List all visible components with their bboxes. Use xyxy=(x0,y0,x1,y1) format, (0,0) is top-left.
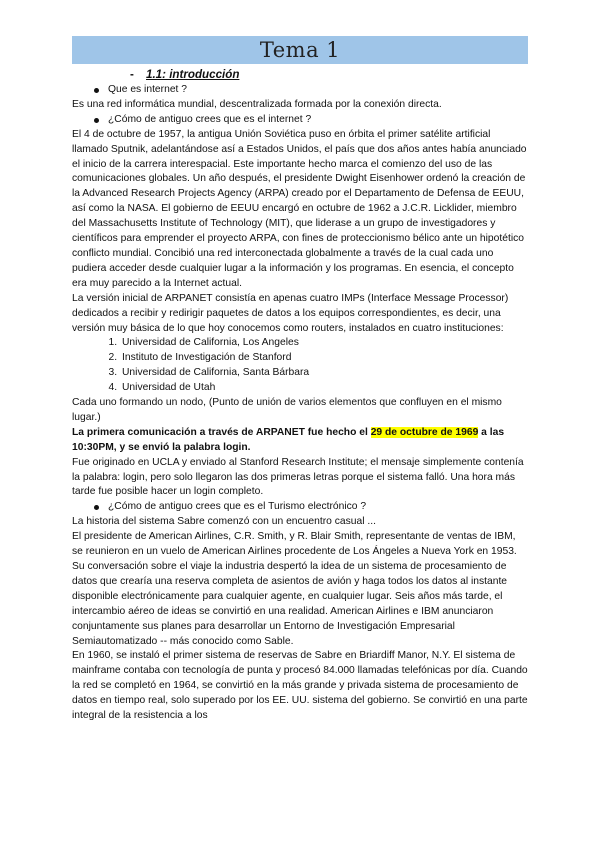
paragraph-arpanet: La versión inicial de ARPANET consistía en apenas cuatro IMPs (Interface Message Processor) dedicados a recibir y redirigir paquetes de datos a los equipos correspondientes, es decir, una versión muy básica de lo que hoy conocemos como routers, instalados en cuatro instituciones: xyxy=(72,292,509,334)
question-what-is-internet: Que es internet ? xyxy=(72,83,528,98)
paragraph-first-communication xyxy=(72,426,528,456)
list-item: 1. Universidad de California, Los Angeles xyxy=(120,336,528,351)
highlighted-date: 29 de octubre de 1969 xyxy=(370,426,479,438)
paragraph-sabre-1960: En 1960, se instaló el primer sistema de reservas de Sabre en Briardiff Manor, N.Y. El sistema de mainframe contaba con tecnología de punta y procesó 84.000 llamadas telefónicas por día. Cuando la red se completó en 1964, se convirtió en la más grande y privada sistema de procesamiento de datos en tiempo real, solo superado por los EE. UU. sistema del gobierno. Se convirtió en una parte integral de la resistencia a los xyxy=(72,650,528,722)
paragraph-sabre-meeting: El presidente de American Airlines, C.R. Smith, y R. Blair Smith, representante de ventas de IBM, se reunieron en un vuelo de American Airlines procedente de Los Ángeles a Nueva York en 1953. Su conversación sobre el viaje la industria despertó la idea de un sistema de procesamiento de datos que crearía una reserva completa de asientos de avión y haga todos los datos al instante disponible electrónicamente para cualquier agente, en cualquier lugar. Seis años más tarde, el intercambio aéreo de ideas se convirtió en una realidad. American Airlines e IBM anunciaron conjuntamente sus planes para desarrollar un Entorno de Investigación Empresarial Semiautomatizado -- más conocido como Sable. xyxy=(72,531,517,647)
document-page xyxy=(72,36,528,724)
list-item: 3. Universidad de California, Santa Bárbara xyxy=(120,366,528,381)
question-internet-age: ¿Cómo de antiguo crees que es el internet ? xyxy=(72,113,528,128)
title-banner xyxy=(72,36,528,64)
paragraph-ucla: Fue originado en UCLA y enviado al Stanford Research Institute; el mensaje simplemente contenía la palabra: login, pero solo llegaron las dos primeras letras porque el sistema falló. Una hora más tarde fue posible hacer un login completo. xyxy=(72,456,524,498)
institutions-list xyxy=(72,336,528,396)
bold-text-start: La primera comunicación a través de ARPANET fue hecho el xyxy=(72,426,371,438)
paragraph-sabre-intro: La historia del sistema Sabre comenzó con un encuentro casual ... xyxy=(72,516,376,528)
bold-text-end: a las 10:30PM, y se envió la palabra login. xyxy=(72,426,505,453)
paragraph-history: El 4 de octubre de 1957, la antigua Unión Soviética puso en órbita el primer satélite artificial llamado Sputnik, adelantándose así a Estados Unidos, el país que dos años antes había anunciado el inicio de la carrera interespacial. Este importante hecho marca el comienzo del uso de las comunicaciones globales. Un año después, el presidente Dwight Eisenhower ordenó la creación de la Advanced Research Projects Agency (ARPA) creado por el Departamento de Defensa de EEUU, así como la NASA. El gobierno de EEUU encargó en octubre de 1962 a J.C.R. Licklider, miembro del Massachusetts Institute of Technology (MIT), que liderase a un grupo de investigadores y científicos para emprender el proyecto ARPA, con fines de proteccionismo bélico ante un hipotético conflicto mundial. Concibió una red interconectada globalmente a través de la cual cada uno pudiera acceder desde cualquier lugar a la información y los programas. En esencia, el concepto era muy parecido a la Internet actual. xyxy=(72,128,527,289)
list-item: 2. Instituto de Investigación de Stanford xyxy=(120,351,528,366)
paragraph-nodes: Cada uno formando un nodo, (Punto de unión de varios elementos que confluyen en el mismo lugar.) xyxy=(72,397,502,423)
question-e-tourism: ¿Cómo de antiguo crees que es el Turismo electrónico ? xyxy=(72,500,528,515)
paragraph-definition: Es una red informática mundial, descentralizada formada por la conexión directa. xyxy=(72,98,442,110)
list-item: 4. Universidad de Utah xyxy=(120,381,528,396)
page-title: Tema 1 xyxy=(259,38,341,62)
section-subtitle xyxy=(130,68,528,82)
subtitle-dash: - xyxy=(130,68,134,81)
subtitle-text: 1.1: introducción xyxy=(146,68,240,81)
